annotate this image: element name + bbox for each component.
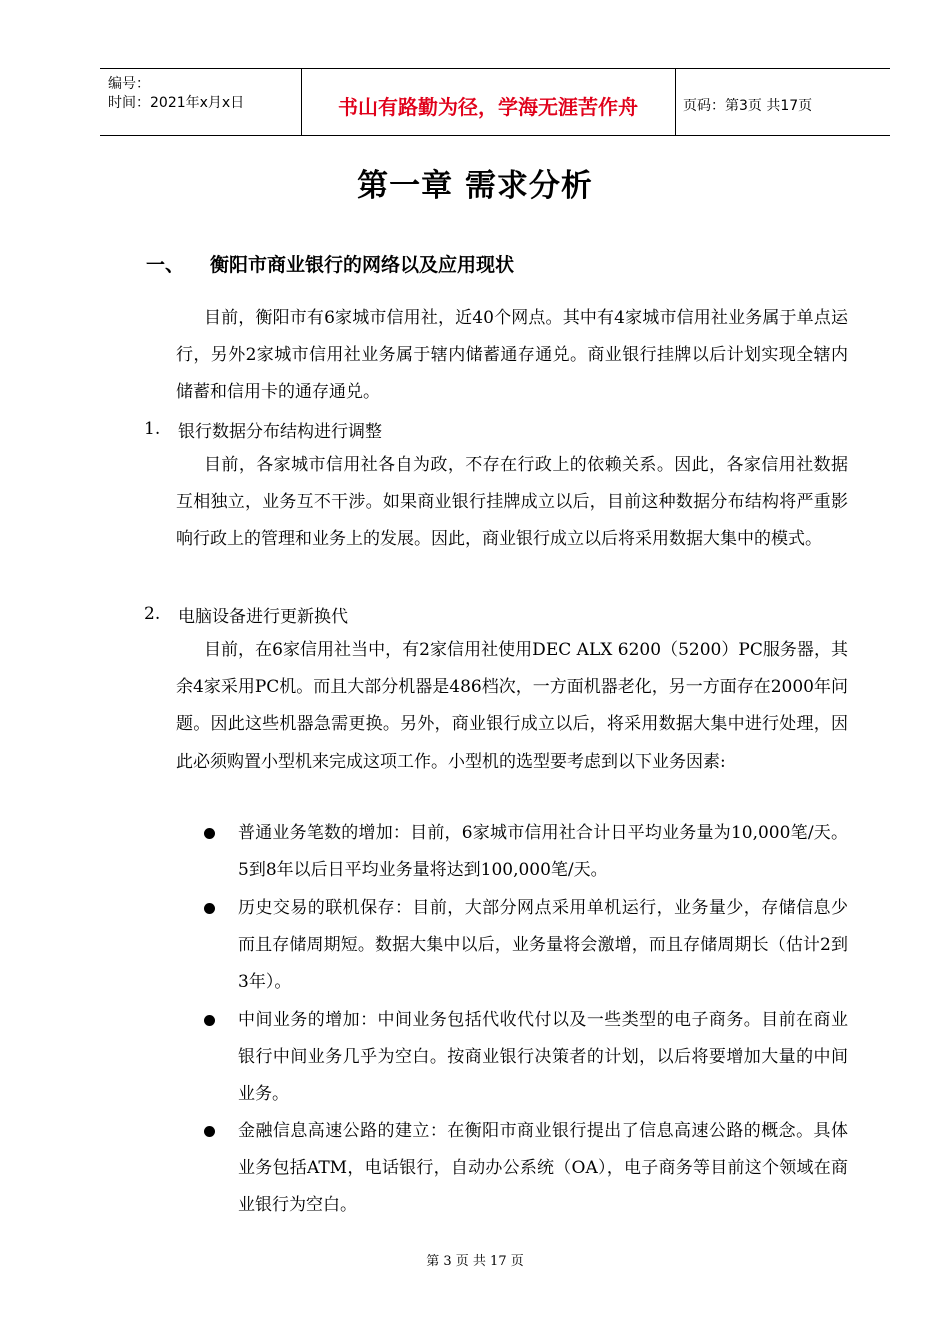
page-info: 页码：第3页 共17页 — [683, 98, 813, 114]
bullet-item: 历史交易的联机保存：目前，大部分网点采用单机运行，业务量少，存储信息少而且存储周期短。数据大集中以后，业务量将会激增，而且存储周期长（估计2到3年）。 — [238, 898, 848, 993]
section-title: 衡阳市商业银行的网络以及应用现状 — [210, 254, 515, 276]
item-number: 2. — [144, 604, 161, 624]
bullet-item: 中间业务的增加：中间业务包括代收代付以及一些类型的电子商务。目前在商业银行中间业务几乎为空白。按商业银行决策者的计划，以后将要增加大量的中间业务。 — [238, 1010, 848, 1105]
bullet-icon — [204, 1015, 215, 1026]
item-title: 银行数据分布结构进行调整 — [178, 422, 382, 442]
bullet-icon — [204, 1126, 215, 1137]
intro-paragraph: 目前，衡阳市有6家城市信用社，近40个网点。其中有4家城市信用社业务属于单点运行，另外2家城市信用社业务属于辖内储蓄通存通兑。商业银行挂牌以后计划实现全辖内储蓄和信用卡的通存通兑。 — [176, 308, 848, 403]
bullet-icon — [204, 828, 215, 839]
item-number: 1. — [144, 419, 161, 439]
bullet-icon — [204, 903, 215, 914]
item-paragraph: 目前，各家城市信用社各自为政，不存在行政上的依赖关系。因此，各家信用社数据互相独立，业务互不干涉。如果商业银行挂牌成立以后，目前这种数据分布结构将严重影响行政上的管理和业务上的发展。因此，商业银行成立以后将采用数据大集中的模式。 — [176, 455, 848, 550]
bullet-item: 金融信息高速公路的建立：在衡阳市商业银行提出了信息高速公路的概念。具体业务包括ATM，电话银行，自动办公系统（OA），电子商务等目前这个领域在商业银行为空白。 — [238, 1121, 848, 1216]
item-paragraph: 目前，在6家信用社当中，有2家信用社使用DEC ALX 6200（5200）PC服务器，其余4家采用PC机。而且大部分机器是486档次，一方面机器老化，另一方面存在2000年问题。因此这些机器急需更换。另外，商业银行成立以后，将采用数据大集中进行处理，因此必须购置小型机来完成这项工作。小型机的选型要考虑到以下业务因素: — [176, 640, 848, 772]
section-number: 一、 — [146, 254, 185, 276]
item-title: 电脑设备进行更新换代 — [178, 607, 348, 627]
motto-text: 书山有路勤为径，学海无涯苦作舟 — [338, 95, 638, 119]
bullet-item: 普通业务笔数的增加：目前，6家城市信用社合计日平均业务量为10,000笔/天。5到8年以后日平均业务量将达到100,000笔/天。 — [238, 823, 848, 881]
page-header — [100, 68, 890, 136]
page-footer: 第 3 页 共 17 页 — [426, 1254, 524, 1269]
header-page-cell — [675, 69, 890, 135]
header-motto-cell — [301, 69, 676, 135]
time-label: 时间：2021年x月x日 — [108, 95, 245, 111]
header-meta-cell — [100, 69, 302, 135]
chapter-title: 第一章 需求分析 — [357, 168, 593, 204]
number-label: 编号： — [108, 76, 150, 92]
